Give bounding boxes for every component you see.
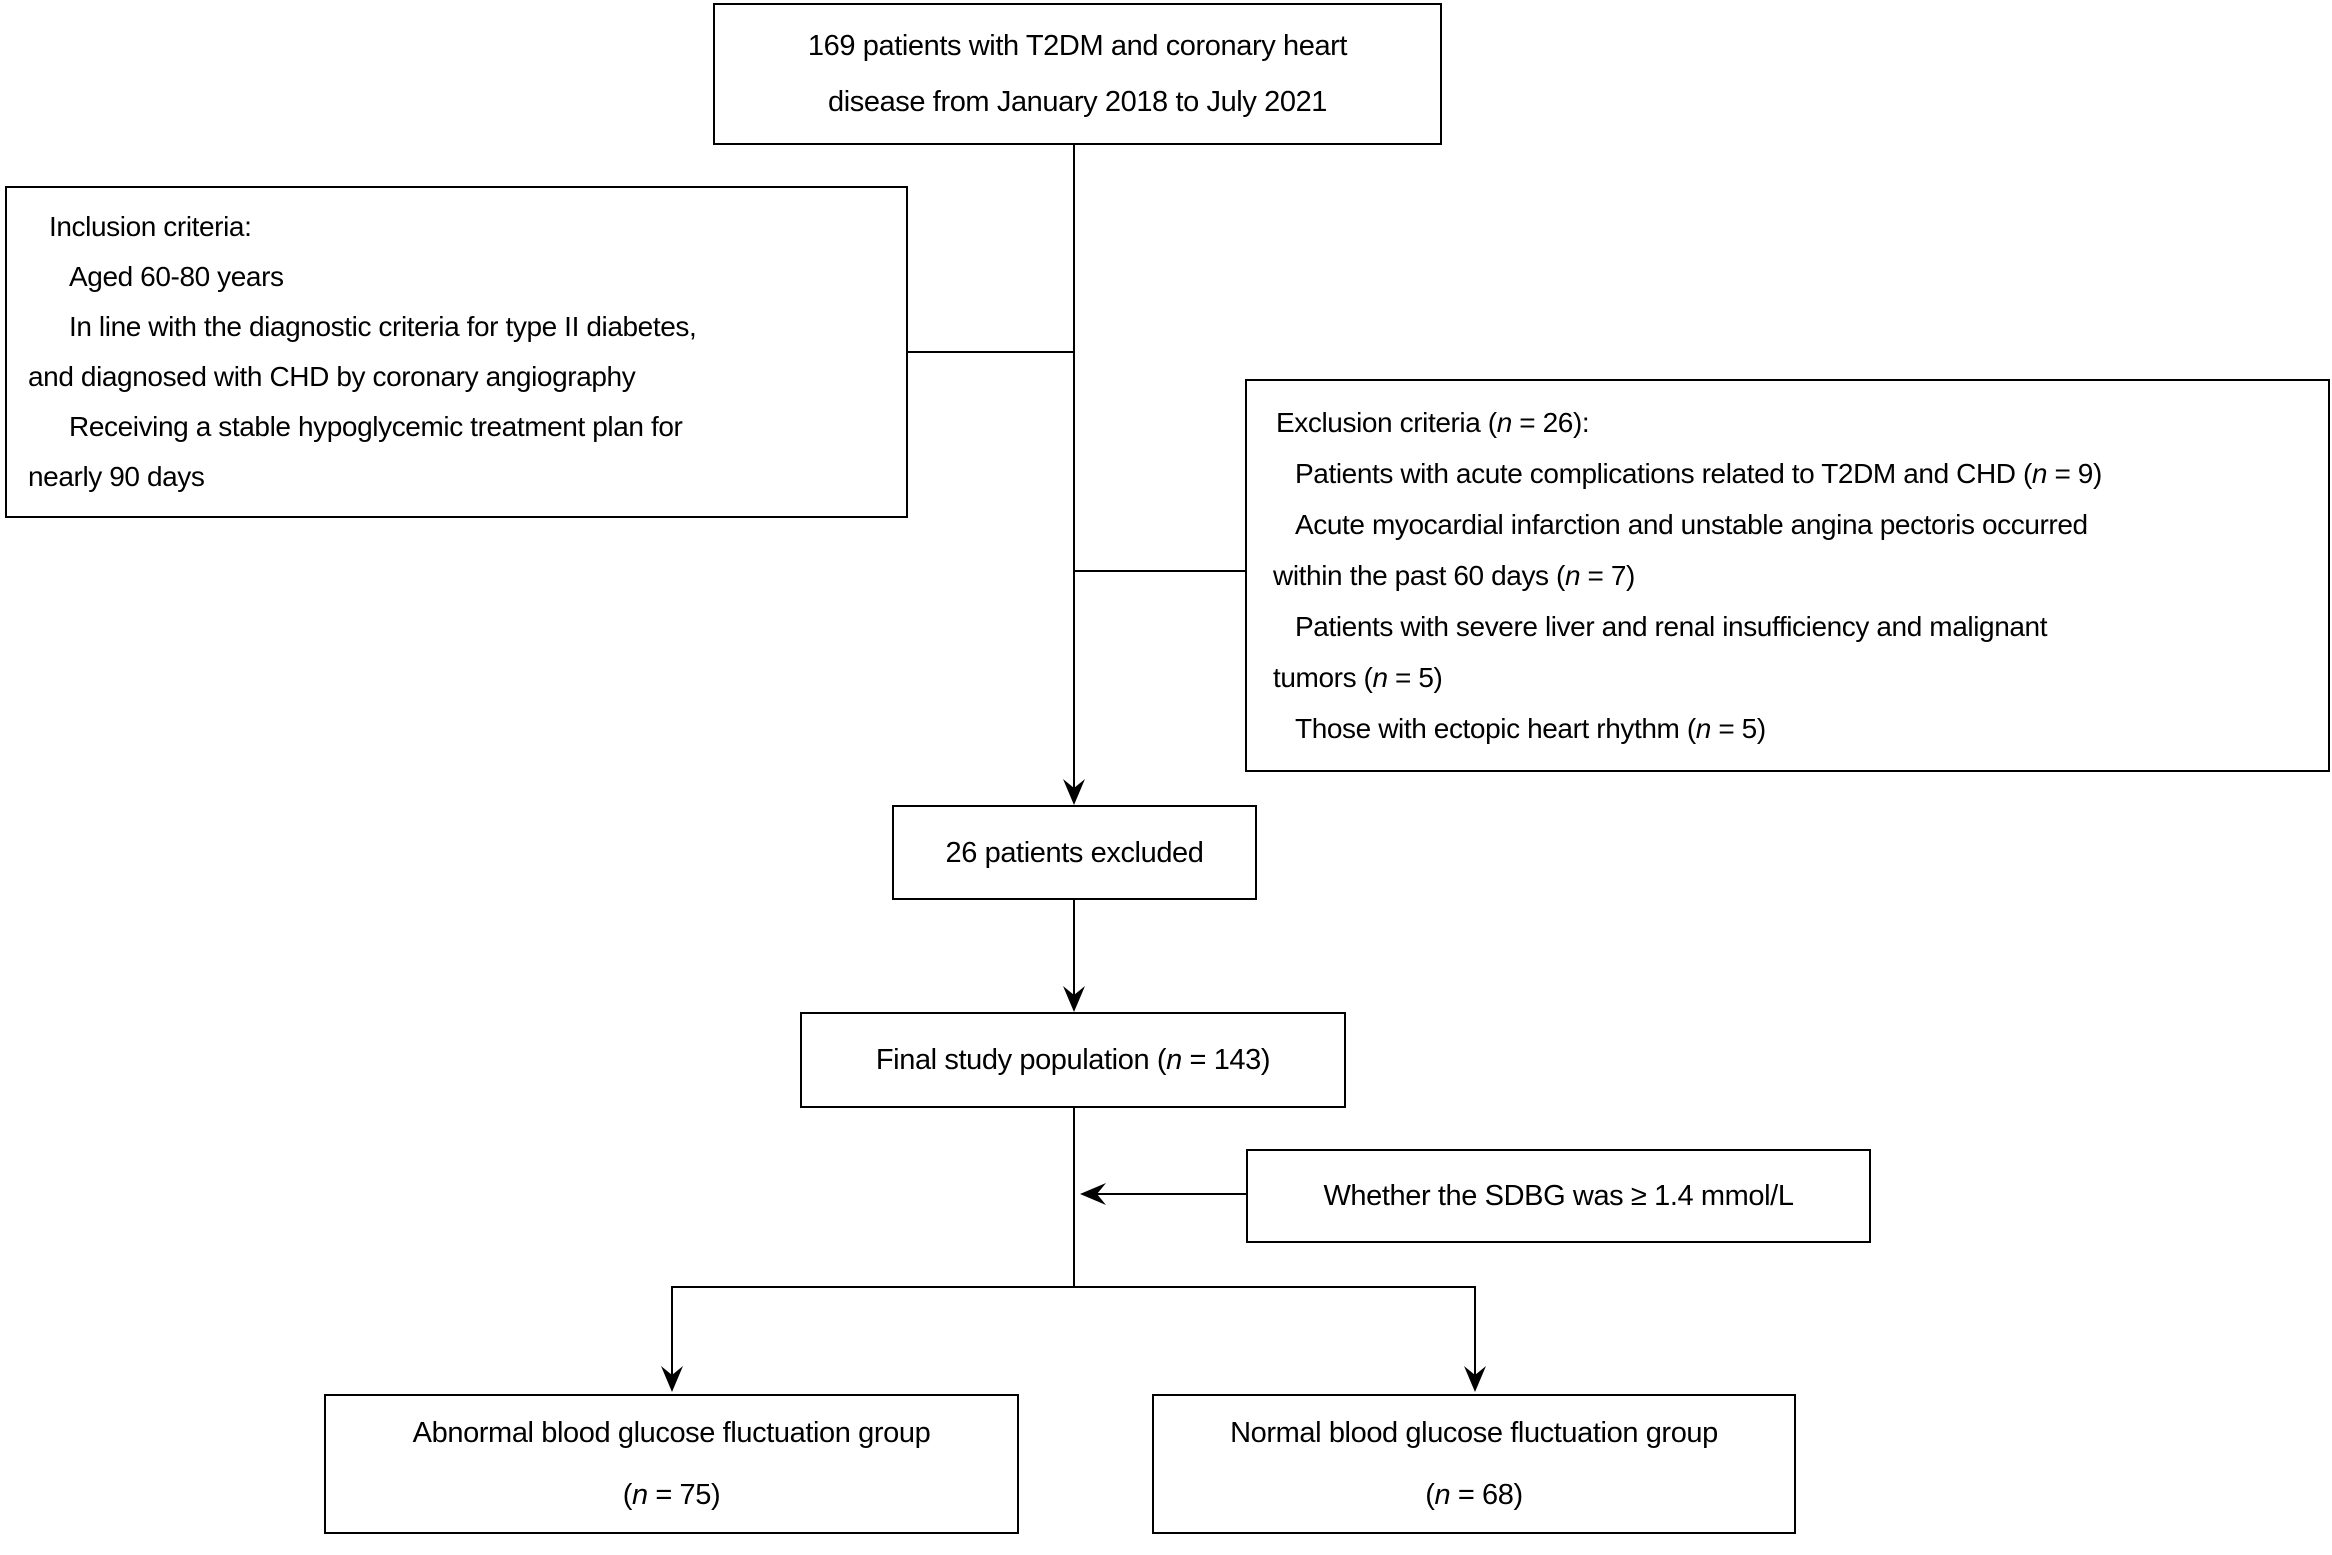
arrowhead-down-abnormal [661, 1366, 683, 1392]
normal-group-box [1152, 1394, 1796, 1534]
text-line [715, 18, 1440, 74]
text-segment: ( [622, 1479, 632, 1511]
text-line [1154, 1464, 1794, 1526]
text-segment: = 68) [1450, 1479, 1523, 1511]
text-line [1247, 499, 2328, 550]
text-line [1154, 1402, 1794, 1464]
text-segment: Patients with acute complications related to T2DM and CHD ( [1295, 458, 2032, 489]
text-line [1247, 448, 2328, 499]
text-segment: Abnormal blood glucose fluctuation group [412, 1417, 931, 1449]
exclusion-criteria-box [1245, 379, 2330, 772]
text-segment: disease from January 2018 to July 2021 [827, 86, 1328, 118]
text-segment: = 75) [647, 1479, 721, 1511]
text-line [1247, 652, 2328, 703]
final-population-box [800, 1012, 1346, 1108]
text-segment: within the past 60 days ( [1273, 560, 1565, 591]
text-line [1247, 397, 2328, 448]
inclusion-criteria-box [5, 186, 908, 518]
text-segment: Acute myocardial infarction and unstable angina pectoris occurred [1295, 509, 2088, 540]
text-line [7, 402, 906, 452]
text-segment: Normal blood glucose fluctuation group [1230, 1417, 1718, 1449]
text-segment: 26 patients excluded [945, 836, 1204, 869]
italic-n: n [1166, 1044, 1182, 1076]
text-line [7, 302, 906, 352]
text-line [326, 1402, 1017, 1464]
text-segment: tumors ( [1273, 662, 1373, 693]
text-line [894, 828, 1255, 878]
text-segment: Whether the SDBG was ≥ 1.4 mmol/L [1323, 1180, 1794, 1212]
text-line [715, 74, 1440, 130]
text-segment: = 7) [1580, 560, 1635, 591]
italic-n: n [1372, 662, 1388, 693]
text-segment: = 26): [1511, 407, 1590, 438]
text-segment: Aged 60-80 years [69, 261, 284, 292]
italic-n: n [1564, 560, 1581, 591]
text-segment: = 5) [1387, 662, 1443, 693]
text-segment: Inclusion criteria: [49, 211, 252, 242]
text-segment: Receiving a stable hypoglycemic treatment plan for [69, 411, 683, 442]
excluded-patients-box [892, 805, 1257, 900]
text-line [1247, 601, 2328, 652]
arrowhead-down-excluded [1063, 779, 1085, 805]
text-segment: Patients with severe liver and renal insufficiency and malignant [1295, 611, 2048, 642]
sdbg-decision-box [1246, 1149, 1871, 1243]
arrowhead-left-sdbg [1080, 1183, 1106, 1205]
text-line [7, 352, 906, 402]
abnormal-group-box [324, 1394, 1019, 1534]
text-line [1247, 550, 2328, 601]
initial-cohort-box [713, 3, 1442, 145]
text-segment: = 5) [1710, 713, 1766, 744]
text-segment: = 143) [1181, 1044, 1271, 1076]
italic-n: n [1434, 1479, 1451, 1511]
text-segment: 169 patients with T2DM and coronary heart [807, 30, 1348, 62]
text-segment: nearly 90 days [28, 461, 205, 492]
text-line [326, 1464, 1017, 1526]
arrowhead-down-final [1063, 986, 1085, 1012]
text-segment: Final study population ( [875, 1044, 1167, 1076]
italic-n: n [1496, 407, 1512, 438]
text-line [802, 1035, 1344, 1085]
text-segment: In line with the diagnostic criteria for type II diabetes, [69, 311, 697, 342]
italic-n: n [1695, 713, 1711, 744]
text-line [7, 202, 906, 252]
text-line [1247, 703, 2328, 754]
italic-n: n [2031, 458, 2048, 489]
text-segment: and diagnosed with CHD by coronary angiography [28, 361, 636, 392]
text-segment: Exclusion criteria ( [1276, 407, 1497, 438]
text-line [1248, 1171, 1869, 1221]
text-line [7, 452, 906, 502]
text-line [7, 252, 906, 302]
text-segment: Those with ectopic heart rhythm ( [1295, 713, 1696, 744]
text-segment: ( [1425, 1479, 1435, 1511]
italic-n: n [631, 1479, 648, 1511]
text-segment: = 9) [2047, 458, 2102, 489]
arrowhead-down-normal [1464, 1366, 1486, 1392]
